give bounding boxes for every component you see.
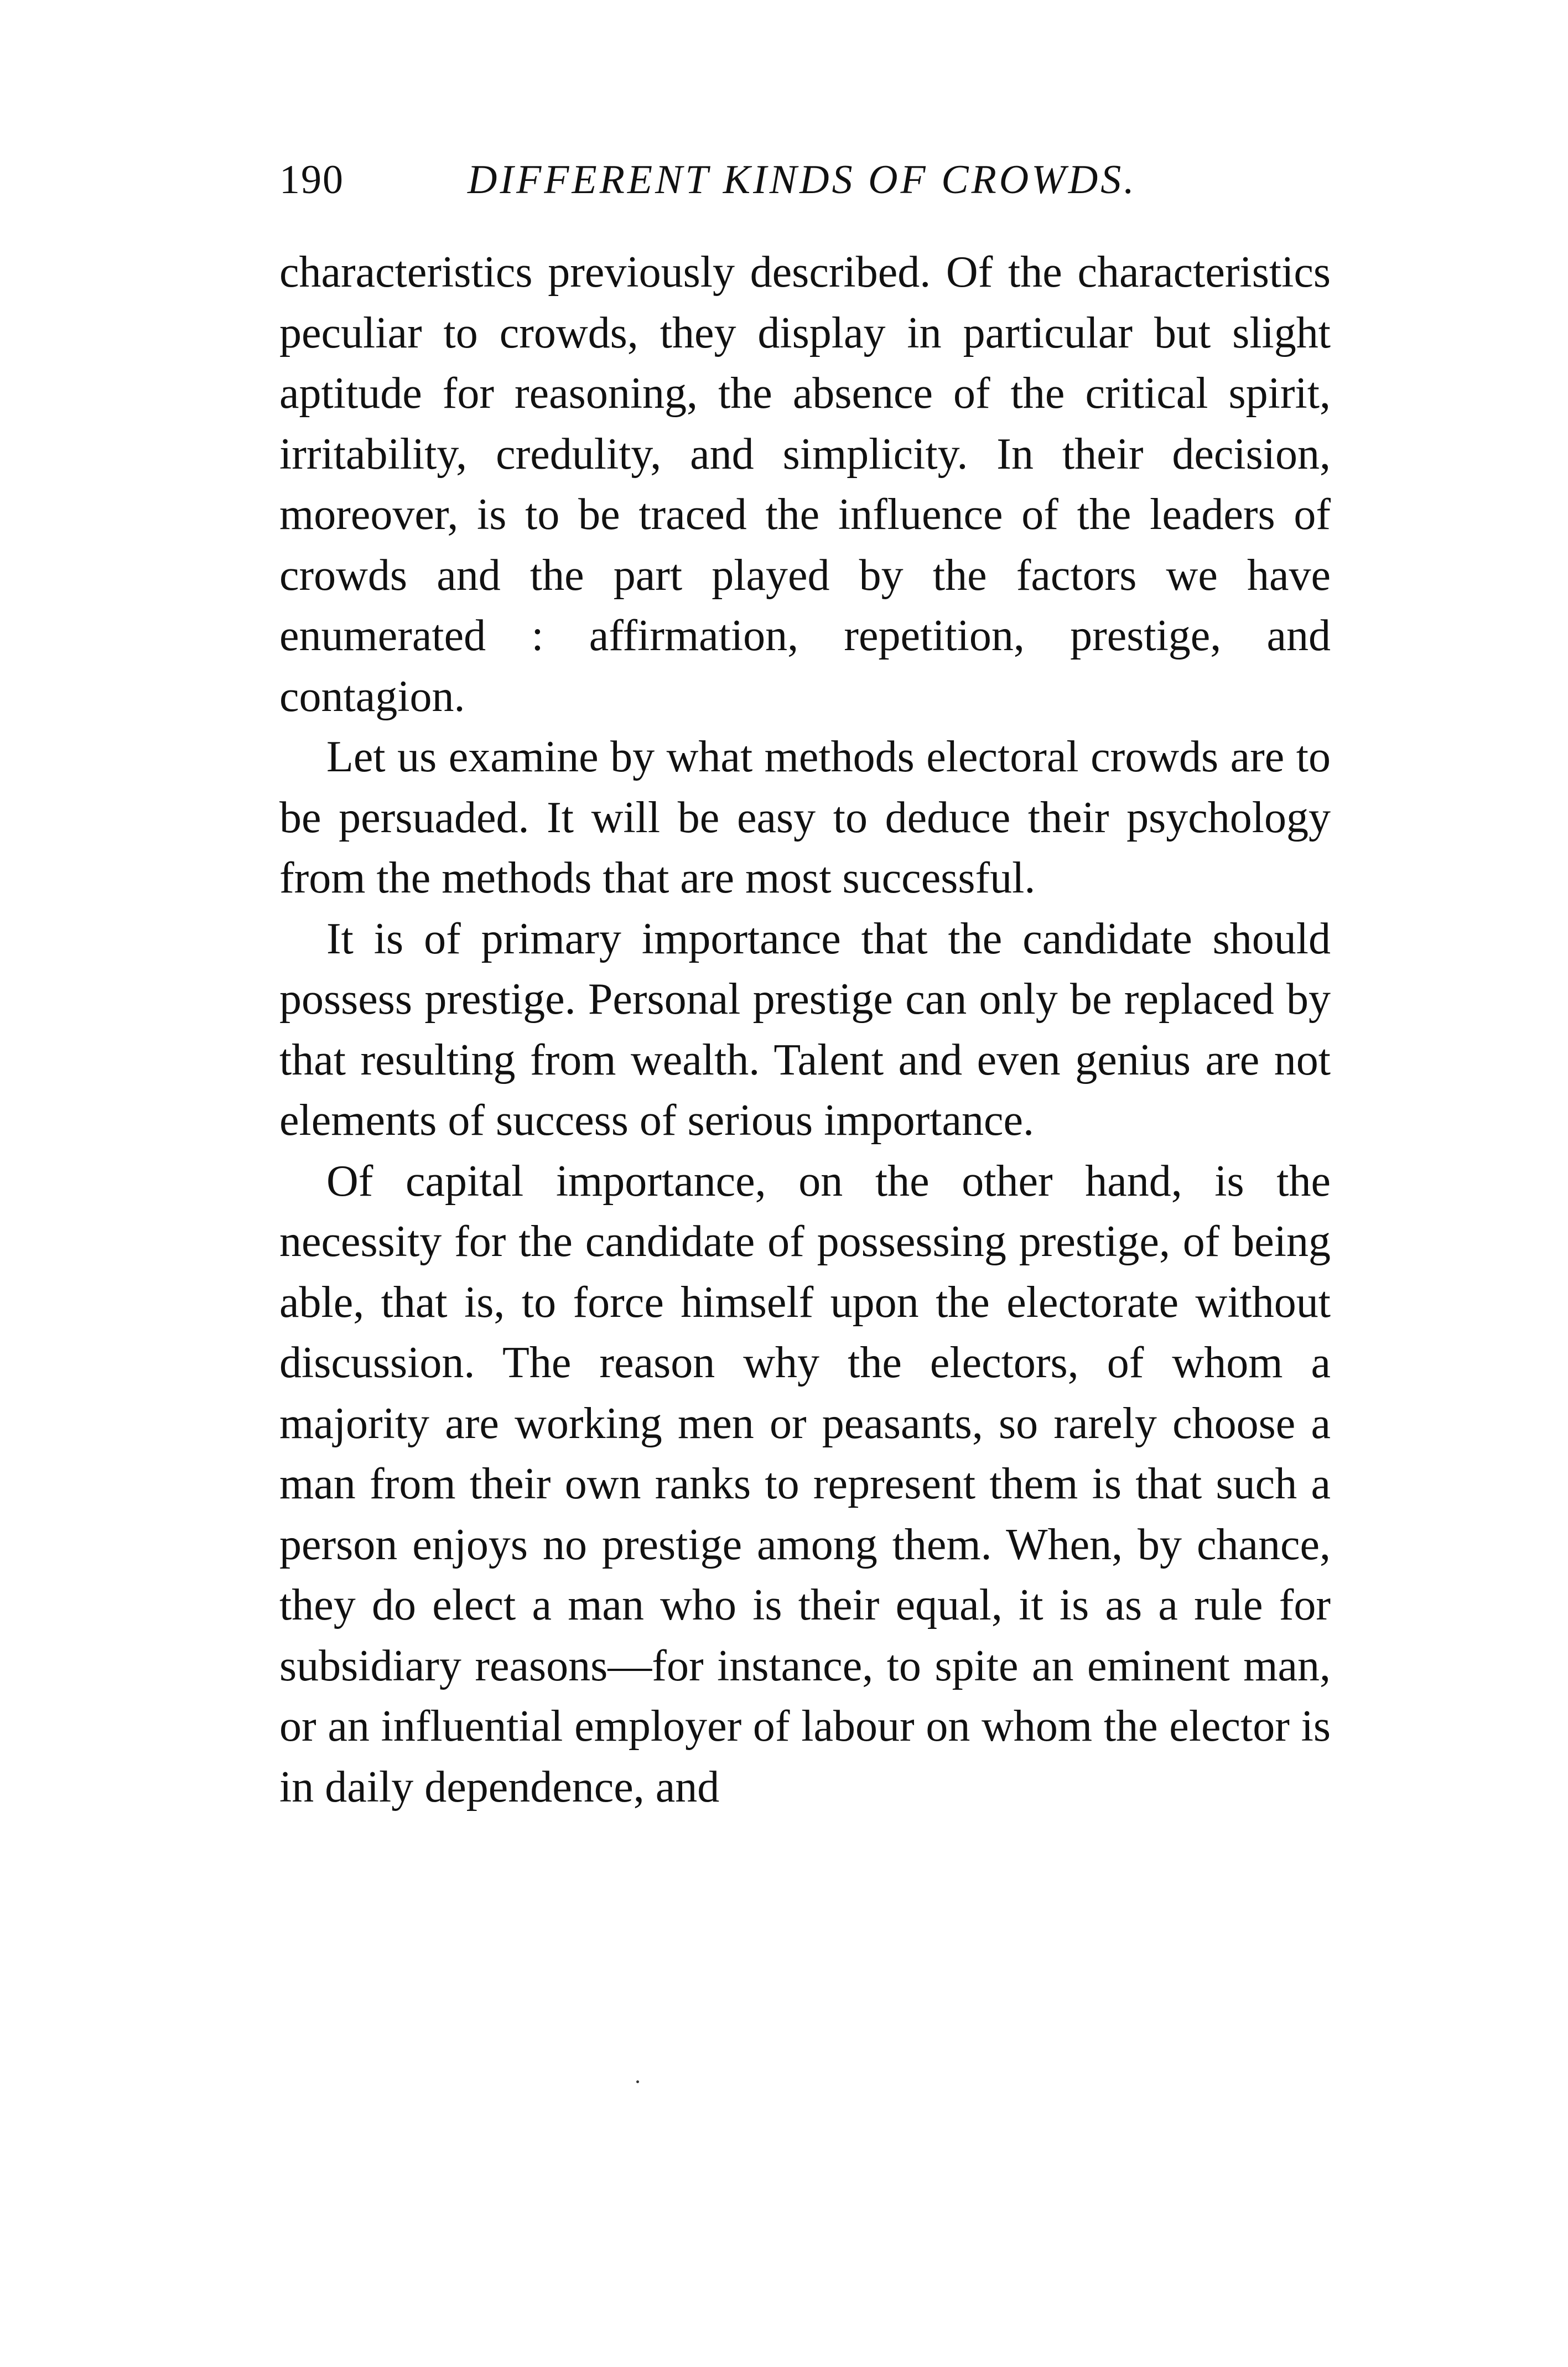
paragraph-continued: characteristics previously described. Of the characteristics peculiar to crowds, they display in particular but slight aptitude for reasoning, the absence of the critical spirit, irritability, credulity, and simplicity. In their decision, moreover, is to be traced the influence of the leaders of crowds and the part played by the factors we have enumerated : affirmation, repetition, prestige, and contagion. bbox=[279, 248, 1331, 721]
page-number: 190 bbox=[279, 157, 344, 203]
running-title: DIFFERENT KINDS OF CROWDS. bbox=[468, 157, 1137, 203]
paragraph: Let us examine by what methods electoral crowds are to be persuaded. It will be easy to deduce their psychology from the methods that are most successful. bbox=[279, 733, 1331, 902]
body-text bbox=[279, 242, 1331, 1818]
paragraph: Of capital importance, on the other hand, is the necessity for the candidate of possessing prestige, of being able, that is, to force himself upon the electorate without discussion. The reason why the electors, of whom a majority are working men or peasants, so rarely choose a man from their own ranks to represent them is that such a person enjoys no prestige among them. When, by chance, they do elect a man who is their equal, it is as a rule for subsidiary reasons—for instance, to spite an eminent man, or an influential employer of labour on whom the elector is in daily dependence, and bbox=[279, 1156, 1331, 1811]
print-speck bbox=[636, 2080, 639, 2083]
page-header bbox=[279, 149, 1331, 210]
paragraph: It is of primary importance that the candidate should possess prestige. Personal prestige can only be replaced by that resulting from wealth. Talent and even genius are not elements of success of serious importance. bbox=[279, 914, 1331, 1145]
